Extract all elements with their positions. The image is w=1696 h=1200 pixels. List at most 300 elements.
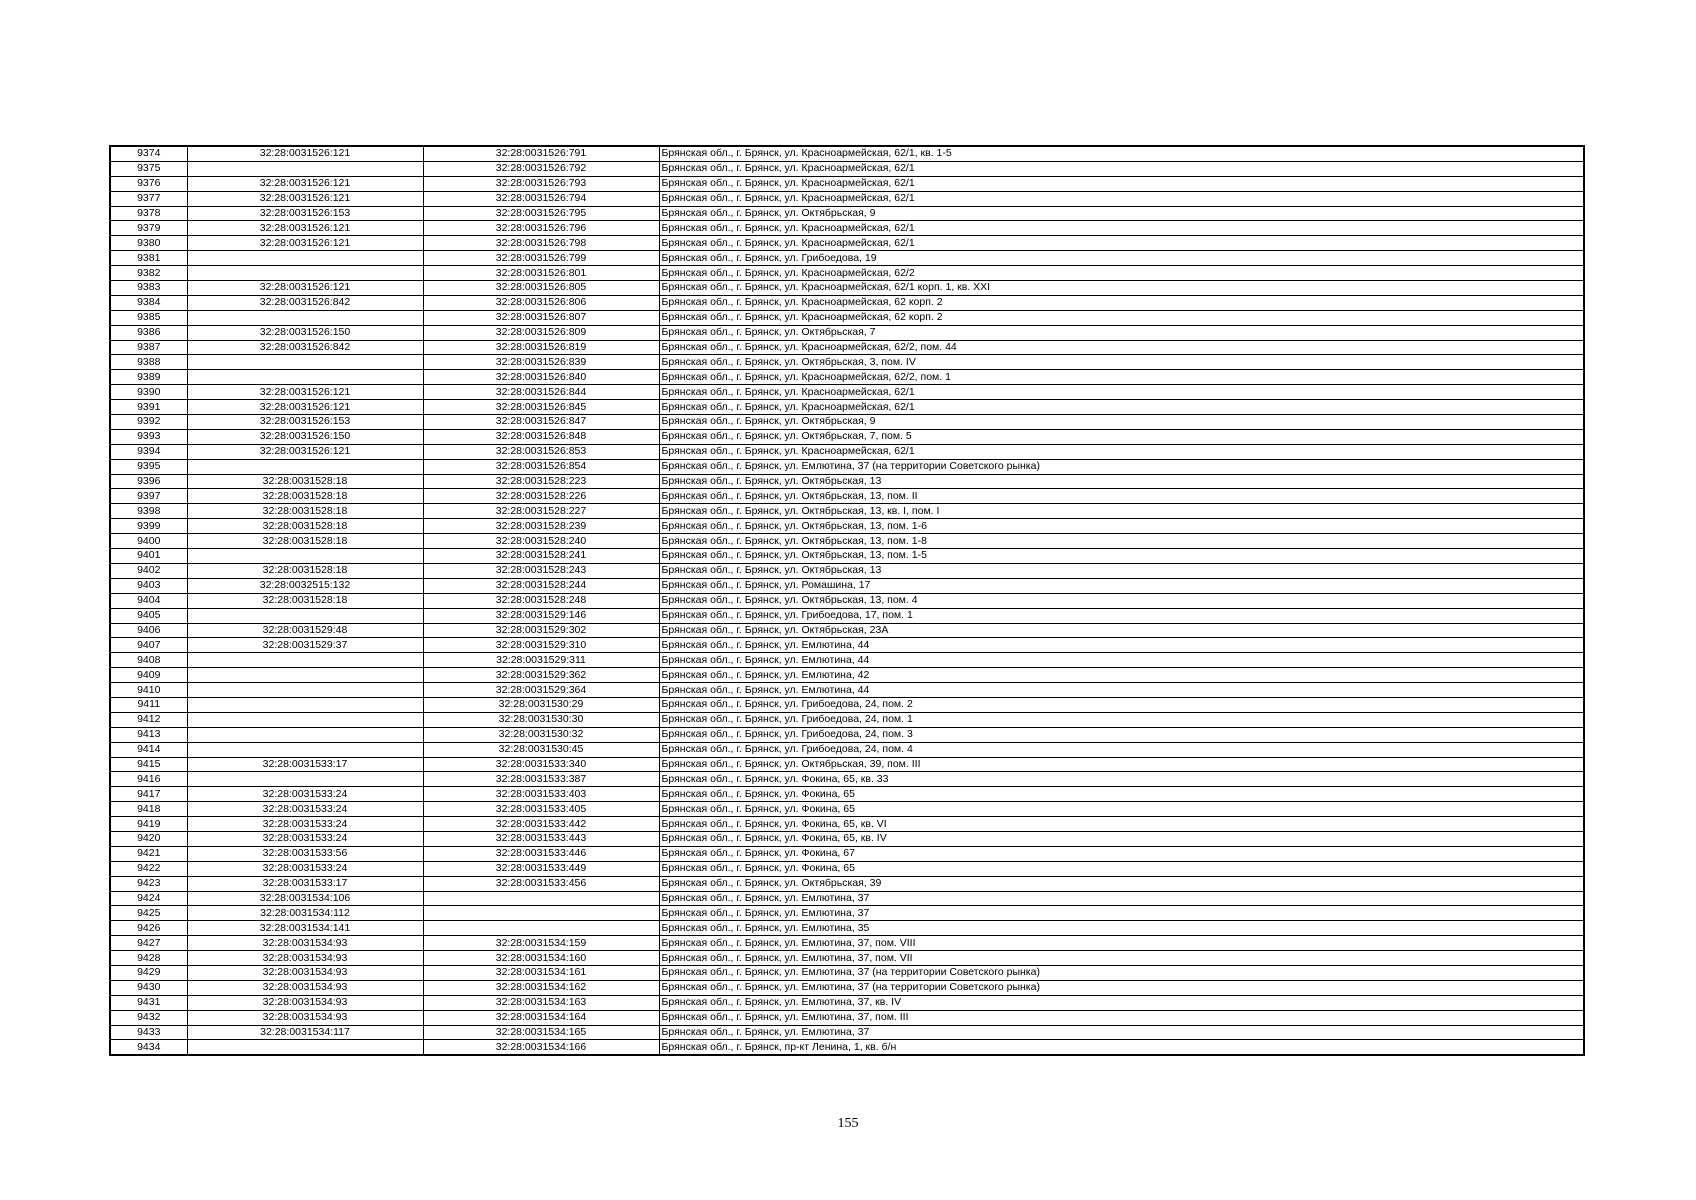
parent-cadastral-number-cell: 32:28:0031526:121 bbox=[187, 444, 423, 459]
address-cell: Брянская обл., г. Брянск, ул. Емлютина, 37 (на территории Советского рынка) bbox=[659, 965, 1584, 980]
cadastral-number-cell: 32:28:0031528:248 bbox=[423, 593, 659, 608]
cadastral-number-cell: 32:28:0031534:161 bbox=[423, 965, 659, 980]
row-number-cell: 9410 bbox=[110, 683, 187, 698]
address-cell: Брянская обл., г. Брянск, ул. Емлютина, 37 (на территории Советского рынка) bbox=[659, 980, 1584, 995]
cadastral-number-cell: 32:28:0031526:796 bbox=[423, 221, 659, 236]
address-cell: Брянская обл., г. Брянск, ул. Октябрьская, 23А bbox=[659, 623, 1584, 638]
table-row bbox=[110, 965, 1584, 980]
row-number-cell: 9428 bbox=[110, 951, 187, 966]
table-row bbox=[110, 772, 1584, 787]
cadastral-number-cell: 32:28:0031528:227 bbox=[423, 504, 659, 519]
cadastral-number-cell: 32:28:0031526:805 bbox=[423, 281, 659, 296]
table-row bbox=[110, 251, 1584, 266]
cadastral-number-cell: 32:28:0031526:847 bbox=[423, 415, 659, 430]
address-cell: Брянская обл., г. Брянск, ул. Октябрьская, 13, пом. II bbox=[659, 489, 1584, 504]
parent-cadastral-number-cell bbox=[187, 608, 423, 623]
row-number-cell: 9409 bbox=[110, 668, 187, 683]
cadastral-number-cell: 32:28:0031530:45 bbox=[423, 742, 659, 757]
parent-cadastral-number-cell: 32:28:0031526:121 bbox=[187, 176, 423, 191]
row-number-cell: 9418 bbox=[110, 802, 187, 817]
parent-cadastral-number-cell: 32:28:0031533:56 bbox=[187, 846, 423, 861]
table-row bbox=[110, 563, 1584, 578]
parent-cadastral-number-cell: 32:28:0031526:121 bbox=[187, 221, 423, 236]
table-row bbox=[110, 459, 1584, 474]
cadastral-number-cell: 32:28:0031528:243 bbox=[423, 563, 659, 578]
row-number-cell: 9387 bbox=[110, 340, 187, 355]
address-cell: Брянская обл., г. Брянск, ул. Красноармейская, 62/1 корп. 1, кв. XXI bbox=[659, 281, 1584, 296]
row-number-cell: 9395 bbox=[110, 459, 187, 474]
address-cell: Брянская обл., г. Брянск, ул. Октябрьская, 3, пом. IV bbox=[659, 355, 1584, 370]
parent-cadastral-number-cell bbox=[187, 549, 423, 564]
address-cell: Брянская обл., г. Брянск, ул. Красноармейская, 62/2, пом. 1 bbox=[659, 370, 1584, 385]
table-row bbox=[110, 683, 1584, 698]
address-cell: Брянская обл., г. Брянск, ул. Ромашина, 17 bbox=[659, 578, 1584, 593]
parent-cadastral-number-cell: 32:28:0031526:150 bbox=[187, 325, 423, 340]
table-row bbox=[110, 980, 1584, 995]
address-cell: Брянская обл., г. Брянск, ул. Красноармейская, 62/1 bbox=[659, 161, 1584, 176]
row-number-cell: 9415 bbox=[110, 757, 187, 772]
address-cell: Брянская обл., г. Брянск, ул. Емлютина, 37, пом. VIII bbox=[659, 936, 1584, 951]
parent-cadastral-number-cell bbox=[187, 355, 423, 370]
row-number-cell: 9401 bbox=[110, 549, 187, 564]
address-cell: Брянская обл., г. Брянск, ул. Красноармейская, 62/1 bbox=[659, 385, 1584, 400]
cadastral-number-cell: 32:28:0031534:166 bbox=[423, 1040, 659, 1055]
row-number-cell: 9419 bbox=[110, 817, 187, 832]
cadastral-number-cell: 32:28:0031533:442 bbox=[423, 817, 659, 832]
table-row bbox=[110, 191, 1584, 206]
row-number-cell: 9386 bbox=[110, 325, 187, 340]
cadastral-number-cell: 32:28:0031526:819 bbox=[423, 340, 659, 355]
row-number-cell: 9405 bbox=[110, 608, 187, 623]
address-cell: Брянская обл., г. Брянск, ул. Красноармейская, 62/1 bbox=[659, 221, 1584, 236]
cadastral-number-cell: 32:28:0031526:794 bbox=[423, 191, 659, 206]
table-row bbox=[110, 712, 1584, 727]
row-number-cell: 9392 bbox=[110, 415, 187, 430]
cadastral-number-cell: 32:28:0031528:226 bbox=[423, 489, 659, 504]
cadastral-number-cell: 32:28:0031533:446 bbox=[423, 846, 659, 861]
address-cell: Брянская обл., г. Брянск, ул. Октябрьская, 13, кв. I, пом. I bbox=[659, 504, 1584, 519]
cadastral-number-cell: 32:28:0031526:795 bbox=[423, 206, 659, 221]
parent-cadastral-number-cell: 32:28:0031526:153 bbox=[187, 415, 423, 430]
table-row bbox=[110, 1025, 1584, 1040]
cadastral-number-cell: 32:28:0031529:364 bbox=[423, 683, 659, 698]
parent-cadastral-number-cell: 32:28:0031533:17 bbox=[187, 876, 423, 891]
address-cell: Брянская обл., г. Брянск, ул. Красноармейская, 62/1 bbox=[659, 176, 1584, 191]
row-number-cell: 9417 bbox=[110, 787, 187, 802]
address-cell: Брянская обл., г. Брянск, ул. Красноармейская, 62 корп. 2 bbox=[659, 310, 1584, 325]
row-number-cell: 9393 bbox=[110, 429, 187, 444]
address-cell: Брянская обл., г. Брянск, ул. Емлютина, 44 bbox=[659, 683, 1584, 698]
address-cell: Брянская обл., г. Брянск, ул. Октябрьская, 7 bbox=[659, 325, 1584, 340]
cadastral-number-cell: 32:28:0031526:840 bbox=[423, 370, 659, 385]
parent-cadastral-number-cell bbox=[187, 742, 423, 757]
table-row bbox=[110, 876, 1584, 891]
address-cell: Брянская обл., г. Брянск, ул. Октябрьская, 13 bbox=[659, 563, 1584, 578]
parent-cadastral-number-cell: 32:28:0031534:141 bbox=[187, 921, 423, 936]
parent-cadastral-number-cell: 32:28:0031528:18 bbox=[187, 563, 423, 578]
cadastral-number-cell: 32:28:0031533:405 bbox=[423, 802, 659, 817]
table-row bbox=[110, 668, 1584, 683]
cadastral-number-cell: 32:28:0031528:240 bbox=[423, 534, 659, 549]
address-cell: Брянская обл., г. Брянск, ул. Грибоедова, 24, пом. 1 bbox=[659, 712, 1584, 727]
cadastral-number-cell bbox=[423, 891, 659, 906]
address-cell: Брянская обл., г. Брянск, ул. Фокина, 65 bbox=[659, 861, 1584, 876]
parent-cadastral-number-cell bbox=[187, 459, 423, 474]
table-row bbox=[110, 846, 1584, 861]
cadastral-number-cell: 32:28:0031526:844 bbox=[423, 385, 659, 400]
table-row bbox=[110, 176, 1584, 191]
parent-cadastral-number-cell: 32:28:0031526:150 bbox=[187, 429, 423, 444]
address-cell: Брянская обл., г. Брянск, ул. Емлютина, 37, пом. III bbox=[659, 1010, 1584, 1025]
row-number-cell: 9382 bbox=[110, 266, 187, 281]
row-number-cell: 9403 bbox=[110, 578, 187, 593]
address-cell: Брянская обл., г. Брянск, ул. Фокина, 65, кв. IV bbox=[659, 831, 1584, 846]
row-number-cell: 9411 bbox=[110, 697, 187, 712]
address-cell: Брянская обл., г. Брянск, ул. Грибоедова, 17, пом. 1 bbox=[659, 608, 1584, 623]
address-cell: Брянская обл., г. Брянск, ул. Красноармейская, 62 корп. 2 bbox=[659, 295, 1584, 310]
table-row bbox=[110, 608, 1584, 623]
table-row bbox=[110, 325, 1584, 340]
table-row bbox=[110, 1040, 1584, 1055]
parent-cadastral-number-cell bbox=[187, 668, 423, 683]
row-number-cell: 9378 bbox=[110, 206, 187, 221]
address-cell: Брянская обл., г. Брянск, ул. Фокина, 65 bbox=[659, 787, 1584, 802]
row-number-cell: 9374 bbox=[110, 146, 187, 161]
row-number-cell: 9420 bbox=[110, 831, 187, 846]
parent-cadastral-number-cell: 32:28:0031528:18 bbox=[187, 474, 423, 489]
row-number-cell: 9423 bbox=[110, 876, 187, 891]
address-cell: Брянская обл., г. Брянск, ул. Грибоедова, 24, пом. 2 bbox=[659, 697, 1584, 712]
table-row bbox=[110, 281, 1584, 296]
row-number-cell: 9407 bbox=[110, 638, 187, 653]
table-row bbox=[110, 489, 1584, 504]
parent-cadastral-number-cell: 32:28:0031534:93 bbox=[187, 951, 423, 966]
parent-cadastral-number-cell: 32:28:0031528:18 bbox=[187, 519, 423, 534]
cadastral-number-cell: 32:28:0031529:310 bbox=[423, 638, 659, 653]
row-number-cell: 9432 bbox=[110, 1010, 187, 1025]
parent-cadastral-number-cell bbox=[187, 161, 423, 176]
table-row bbox=[110, 310, 1584, 325]
parent-cadastral-number-cell: 32:28:0031526:842 bbox=[187, 295, 423, 310]
cadastral-number-cell: 32:28:0031528:241 bbox=[423, 549, 659, 564]
row-number-cell: 9434 bbox=[110, 1040, 187, 1055]
row-number-cell: 9379 bbox=[110, 221, 187, 236]
cadastral-number-cell: 32:28:0031526:848 bbox=[423, 429, 659, 444]
cadastral-number-cell: 32:28:0031526:853 bbox=[423, 444, 659, 459]
table-row bbox=[110, 817, 1584, 832]
cadastral-number-cell: 32:28:0031526:801 bbox=[423, 266, 659, 281]
table-row bbox=[110, 653, 1584, 668]
parent-cadastral-number-cell: 32:28:0031526:153 bbox=[187, 206, 423, 221]
row-number-cell: 9388 bbox=[110, 355, 187, 370]
table-row bbox=[110, 549, 1584, 564]
parent-cadastral-number-cell bbox=[187, 310, 423, 325]
parent-cadastral-number-cell: 32:28:0031534:106 bbox=[187, 891, 423, 906]
parent-cadastral-number-cell: 32:28:0031526:121 bbox=[187, 236, 423, 251]
table-row bbox=[110, 697, 1584, 712]
cadastral-number-cell: 32:28:0031528:239 bbox=[423, 519, 659, 534]
row-number-cell: 9396 bbox=[110, 474, 187, 489]
address-cell: Брянская обл., г. Брянск, пр-кт Ленина, 1, кв. б/н bbox=[659, 1040, 1584, 1055]
table-row bbox=[110, 593, 1584, 608]
parent-cadastral-number-cell: 32:28:0031534:93 bbox=[187, 1010, 423, 1025]
table-row bbox=[110, 236, 1584, 251]
address-cell: Брянская обл., г. Брянск, ул. Грибоедова, 24, пом. 4 bbox=[659, 742, 1584, 757]
cadastral-number-cell: 32:28:0031526:798 bbox=[423, 236, 659, 251]
table-row bbox=[110, 161, 1584, 176]
row-number-cell: 9426 bbox=[110, 921, 187, 936]
parent-cadastral-number-cell bbox=[187, 772, 423, 787]
parent-cadastral-number-cell bbox=[187, 653, 423, 668]
table-row bbox=[110, 742, 1584, 757]
table-row bbox=[110, 906, 1584, 921]
parent-cadastral-number-cell: 32:28:0031529:48 bbox=[187, 623, 423, 638]
parent-cadastral-number-cell: 32:28:0031526:842 bbox=[187, 340, 423, 355]
table-row bbox=[110, 921, 1584, 936]
parent-cadastral-number-cell: 32:28:0031533:24 bbox=[187, 831, 423, 846]
cadastral-number-cell: 32:28:0031533:403 bbox=[423, 787, 659, 802]
table-row bbox=[110, 400, 1584, 415]
parent-cadastral-number-cell: 32:28:0031534:93 bbox=[187, 936, 423, 951]
cadastral-number-cell bbox=[423, 921, 659, 936]
parent-cadastral-number-cell: 32:28:0032515:132 bbox=[187, 578, 423, 593]
address-cell: Брянская обл., г. Брянск, ул. Емлютина, 37 (на территории Советского рынка) bbox=[659, 459, 1584, 474]
cadastral-number-cell: 32:28:0031528:223 bbox=[423, 474, 659, 489]
address-cell: Брянская обл., г. Брянск, ул. Октябрьская, 39 bbox=[659, 876, 1584, 891]
table-row bbox=[110, 936, 1584, 951]
row-number-cell: 9394 bbox=[110, 444, 187, 459]
cadastral-number-cell: 32:28:0031526:845 bbox=[423, 400, 659, 415]
row-number-cell: 9390 bbox=[110, 385, 187, 400]
address-cell: Брянская обл., г. Брянск, ул. Октябрьская, 13, пом. 1-5 bbox=[659, 549, 1584, 564]
address-cell: Брянская обл., г. Брянск, ул. Красноармейская, 62/2 bbox=[659, 266, 1584, 281]
cadastral-number-cell: 32:28:0031534:165 bbox=[423, 1025, 659, 1040]
parent-cadastral-number-cell: 32:28:0031528:18 bbox=[187, 593, 423, 608]
parent-cadastral-number-cell bbox=[187, 370, 423, 385]
parent-cadastral-number-cell: 32:28:0031533:17 bbox=[187, 757, 423, 772]
cadastral-number-cell: 32:28:0031529:362 bbox=[423, 668, 659, 683]
table-row bbox=[110, 757, 1584, 772]
address-cell: Брянская обл., г. Брянск, ул. Красноармейская, 62/1 bbox=[659, 400, 1584, 415]
cadastral-number-cell: 32:28:0031534:160 bbox=[423, 951, 659, 966]
table-row bbox=[110, 370, 1584, 385]
parent-cadastral-number-cell: 32:28:0031528:18 bbox=[187, 534, 423, 549]
row-number-cell: 9391 bbox=[110, 400, 187, 415]
parent-cadastral-number-cell: 32:28:0031528:18 bbox=[187, 504, 423, 519]
parent-cadastral-number-cell: 32:28:0031533:24 bbox=[187, 787, 423, 802]
address-cell: Брянская обл., г. Брянск, ул. Красноармейская, 62/1, кв. 1-5 bbox=[659, 146, 1584, 161]
cadastral-number-cell: 32:28:0031529:146 bbox=[423, 608, 659, 623]
parent-cadastral-number-cell bbox=[187, 712, 423, 727]
address-cell: Брянская обл., г. Брянск, ул. Емлютина, 37 bbox=[659, 906, 1584, 921]
row-number-cell: 9431 bbox=[110, 995, 187, 1010]
row-number-cell: 9429 bbox=[110, 965, 187, 980]
parent-cadastral-number-cell: 32:28:0031529:37 bbox=[187, 638, 423, 653]
cadastral-number-cell: 32:28:0031534:164 bbox=[423, 1010, 659, 1025]
address-cell: Брянская обл., г. Брянск, ул. Емлютина, 35 bbox=[659, 921, 1584, 936]
table-row bbox=[110, 861, 1584, 876]
row-number-cell: 9375 bbox=[110, 161, 187, 176]
table-row bbox=[110, 534, 1584, 549]
parent-cadastral-number-cell: 32:28:0031533:24 bbox=[187, 802, 423, 817]
row-number-cell: 9397 bbox=[110, 489, 187, 504]
parent-cadastral-number-cell: 32:28:0031534:93 bbox=[187, 995, 423, 1010]
table-row bbox=[110, 266, 1584, 281]
table-row bbox=[110, 340, 1584, 355]
table-row bbox=[110, 831, 1584, 846]
table-row bbox=[110, 519, 1584, 534]
cadastral-number-cell: 32:28:0031533:340 bbox=[423, 757, 659, 772]
cadastral-number-cell: 32:28:0031526:791 bbox=[423, 146, 659, 161]
cadastral-number-cell: 32:28:0031526:809 bbox=[423, 325, 659, 340]
table-row bbox=[110, 206, 1584, 221]
row-number-cell: 9422 bbox=[110, 861, 187, 876]
row-number-cell: 9377 bbox=[110, 191, 187, 206]
table-row bbox=[110, 355, 1584, 370]
address-cell: Брянская обл., г. Брянск, ул. Емлютина, 44 bbox=[659, 638, 1584, 653]
address-cell: Брянская обл., г. Брянск, ул. Октябрьская, 9 bbox=[659, 415, 1584, 430]
row-number-cell: 9376 bbox=[110, 176, 187, 191]
row-number-cell: 9424 bbox=[110, 891, 187, 906]
row-number-cell: 9425 bbox=[110, 906, 187, 921]
table-row bbox=[110, 727, 1584, 742]
parent-cadastral-number-cell: 32:28:0031526:121 bbox=[187, 281, 423, 296]
cadastral-number-cell: 32:28:0031528:244 bbox=[423, 578, 659, 593]
table-row bbox=[110, 444, 1584, 459]
row-number-cell: 9398 bbox=[110, 504, 187, 519]
parent-cadastral-number-cell bbox=[187, 266, 423, 281]
address-cell: Брянская обл., г. Брянск, ул. Фокина, 65, кв. 33 bbox=[659, 772, 1584, 787]
cadastral-number-cell: 32:28:0031526:839 bbox=[423, 355, 659, 370]
table-row bbox=[110, 951, 1584, 966]
address-cell: Брянская обл., г. Брянск, ул. Емлютина, 44 bbox=[659, 653, 1584, 668]
parent-cadastral-number-cell bbox=[187, 727, 423, 742]
address-cell: Брянская обл., г. Брянск, ул. Емлютина, 37, кв. IV bbox=[659, 995, 1584, 1010]
row-number-cell: 9427 bbox=[110, 936, 187, 951]
cadastral-number-cell: 32:28:0031529:302 bbox=[423, 623, 659, 638]
parent-cadastral-number-cell: 32:28:0031526:121 bbox=[187, 400, 423, 415]
cadastral-number-cell: 32:28:0031530:32 bbox=[423, 727, 659, 742]
cadastral-number-cell: 32:28:0031533:449 bbox=[423, 861, 659, 876]
parent-cadastral-number-cell: 32:28:0031533:24 bbox=[187, 817, 423, 832]
table-row bbox=[110, 504, 1584, 519]
cadastral-number-cell: 32:28:0031534:159 bbox=[423, 936, 659, 951]
row-number-cell: 9414 bbox=[110, 742, 187, 757]
row-number-cell: 9433 bbox=[110, 1025, 187, 1040]
row-number-cell: 9404 bbox=[110, 593, 187, 608]
address-cell: Брянская обл., г. Брянск, ул. Фокина, 65 bbox=[659, 802, 1584, 817]
parent-cadastral-number-cell: 32:28:0031534:117 bbox=[187, 1025, 423, 1040]
registry-table-body bbox=[110, 146, 1584, 1055]
cadastral-number-cell: 32:28:0031526:792 bbox=[423, 161, 659, 176]
address-cell: Брянская обл., г. Брянск, ул. Емлютина, 37 bbox=[659, 891, 1584, 906]
parent-cadastral-number-cell: 32:28:0031526:121 bbox=[187, 385, 423, 400]
cadastral-number-cell: 32:28:0031526:806 bbox=[423, 295, 659, 310]
row-number-cell: 9413 bbox=[110, 727, 187, 742]
table-row bbox=[110, 146, 1584, 161]
row-number-cell: 9416 bbox=[110, 772, 187, 787]
address-cell: Брянская обл., г. Брянск, ул. Емлютина, 42 bbox=[659, 668, 1584, 683]
row-number-cell: 9383 bbox=[110, 281, 187, 296]
table-row bbox=[110, 221, 1584, 236]
table-row bbox=[110, 995, 1584, 1010]
row-number-cell: 9421 bbox=[110, 846, 187, 861]
address-cell: Брянская обл., г. Брянск, ул. Красноармейская, 62/1 bbox=[659, 191, 1584, 206]
page-number: 155 bbox=[837, 1116, 859, 1131]
row-number-cell: 9380 bbox=[110, 236, 187, 251]
address-cell: Брянская обл., г. Брянск, ул. Октябрьская, 9 bbox=[659, 206, 1584, 221]
cadastral-number-cell: 32:28:0031533:443 bbox=[423, 831, 659, 846]
address-cell: Брянская обл., г. Брянск, ул. Октябрьская, 13 bbox=[659, 474, 1584, 489]
address-cell: Брянская обл., г. Брянск, ул. Октябрьская, 39, пом. III bbox=[659, 757, 1584, 772]
parent-cadastral-number-cell bbox=[187, 697, 423, 712]
address-cell: Брянская обл., г. Брянск, ул. Грибоедова, 24, пом. 3 bbox=[659, 727, 1584, 742]
parent-cadastral-number-cell bbox=[187, 251, 423, 266]
cadastral-number-cell: 32:28:0031534:163 bbox=[423, 995, 659, 1010]
parent-cadastral-number-cell bbox=[187, 1040, 423, 1055]
table-row bbox=[110, 638, 1584, 653]
address-cell: Брянская обл., г. Брянск, ул. Красноармейская, 62/2, пом. 44 bbox=[659, 340, 1584, 355]
cadastral-number-cell: 32:28:0031526:807 bbox=[423, 310, 659, 325]
parent-cadastral-number-cell bbox=[187, 683, 423, 698]
address-cell: Брянская обл., г. Брянск, ул. Красноармейская, 62/1 bbox=[659, 444, 1584, 459]
cadastral-number-cell: 32:28:0031530:29 bbox=[423, 697, 659, 712]
address-cell: Брянская обл., г. Брянск, ул. Фокина, 65, кв. VI bbox=[659, 817, 1584, 832]
cadastral-number-cell: 32:28:0031526:793 bbox=[423, 176, 659, 191]
row-number-cell: 9400 bbox=[110, 534, 187, 549]
parent-cadastral-number-cell: 32:28:0031533:24 bbox=[187, 861, 423, 876]
address-cell: Брянская обл., г. Брянск, ул. Емлютина, 37, пом. VII bbox=[659, 951, 1584, 966]
address-cell: Брянская обл., г. Брянск, ул. Октябрьская, 13, пом. 4 bbox=[659, 593, 1584, 608]
table-row bbox=[110, 623, 1584, 638]
cadastral-number-cell: 32:28:0031530:30 bbox=[423, 712, 659, 727]
parent-cadastral-number-cell: 32:28:0031526:121 bbox=[187, 191, 423, 206]
row-number-cell: 9384 bbox=[110, 295, 187, 310]
cadastral-number-cell: 32:28:0031533:387 bbox=[423, 772, 659, 787]
row-number-cell: 9389 bbox=[110, 370, 187, 385]
property-registry-table bbox=[109, 145, 1585, 1056]
table-row bbox=[110, 385, 1584, 400]
table-row bbox=[110, 1010, 1584, 1025]
cadastral-number-cell: 32:28:0031526:799 bbox=[423, 251, 659, 266]
address-cell: Брянская обл., г. Брянск, ул. Октябрьская, 13, пом. 1-8 bbox=[659, 534, 1584, 549]
cadastral-number-cell: 32:28:0031526:854 bbox=[423, 459, 659, 474]
cadastral-number-cell bbox=[423, 906, 659, 921]
row-number-cell: 9430 bbox=[110, 980, 187, 995]
address-cell: Брянская обл., г. Брянск, ул. Фокина, 67 bbox=[659, 846, 1584, 861]
parent-cadastral-number-cell: 32:28:0031528:18 bbox=[187, 489, 423, 504]
address-cell: Брянская обл., г. Брянск, ул. Октябрьская, 13, пом. 1-6 bbox=[659, 519, 1584, 534]
parent-cadastral-number-cell: 32:28:0031534:93 bbox=[187, 980, 423, 995]
table-row bbox=[110, 429, 1584, 444]
table-row bbox=[110, 787, 1584, 802]
table-row bbox=[110, 802, 1584, 817]
cadastral-number-cell: 32:28:0031533:456 bbox=[423, 876, 659, 891]
table-row bbox=[110, 415, 1584, 430]
row-number-cell: 9402 bbox=[110, 563, 187, 578]
table-row bbox=[110, 891, 1584, 906]
address-cell: Брянская обл., г. Брянск, ул. Грибоедова, 19 bbox=[659, 251, 1584, 266]
address-cell: Брянская обл., г. Брянск, ул. Красноармейская, 62/1 bbox=[659, 236, 1584, 251]
row-number-cell: 9385 bbox=[110, 310, 187, 325]
row-number-cell: 9406 bbox=[110, 623, 187, 638]
table-row bbox=[110, 578, 1584, 593]
parent-cadastral-number-cell: 32:28:0031534:93 bbox=[187, 965, 423, 980]
row-number-cell: 9381 bbox=[110, 251, 187, 266]
parent-cadastral-number-cell: 32:28:0031526:121 bbox=[187, 146, 423, 161]
row-number-cell: 9399 bbox=[110, 519, 187, 534]
row-number-cell: 9408 bbox=[110, 653, 187, 668]
